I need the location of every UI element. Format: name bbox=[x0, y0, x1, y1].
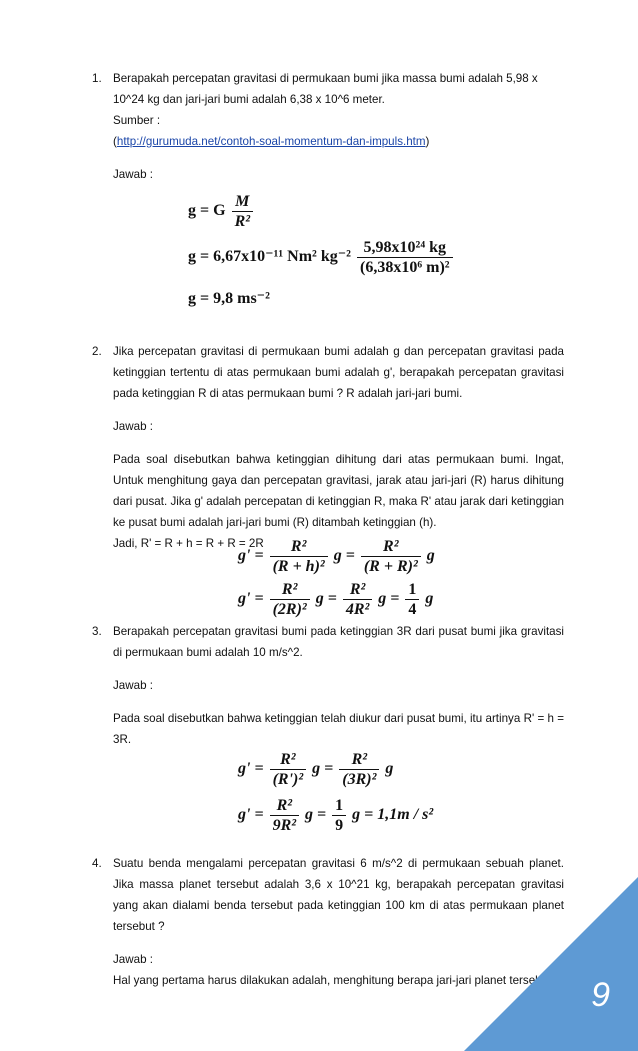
formula-line: g' = $\frac{\text{R²}}{\text{(2R)²}}$ g = $\frac{\text{R²}}{\text{4R²}}$ g = $\frac{1}{4}$ g bbox=[238, 581, 434, 618]
formula-line: g' = $\frac{\text{R²}}{\text{(R + h)²}}$ g = $\frac{\text{R²}}{\text{(R + R)²}}$ g bbox=[238, 538, 435, 575]
formula-line: g = 6,67x10⁻¹¹ Nm² kg⁻² $\frac{\text{5,98x10²⁴ kg}}{\text{(6,38x10⁶ m)²}}$ bbox=[188, 238, 455, 277]
answer-text: Hal yang pertama harus dilakukan adalah, menghitung berapa jari-jari planet tersebut. bbox=[113, 974, 555, 987]
source-label: Sumber : bbox=[113, 114, 161, 127]
item-number: 2. bbox=[92, 345, 102, 358]
question-text: Jika percepatan gravitasi di permukaan bumi adalah g dan percepatan gravitasi pada ketinggian tertentu di atas permukaan bumi adalah g', berapakah percepatan gravitasi pada ketinggian R di atas permukaan bumi ? R adalah jari-jari bumi. bbox=[113, 345, 564, 400]
answer-text: Pada soal disebutkan bahwa ketinggian dihitung dari atas permukaan bumi. Ingat, Untuk menghitung gaya dan percepatan gravitasi, jarak atau jari-jari (R) harus dihitung dari pusat. Jika g' adalah percepatan di ketinggian R, maka R' atau jarak dari ketinggian ke pusat bumi adalah jari-jari bumi (R) ditambah ketinggian (h). bbox=[113, 453, 564, 529]
question-text-line2: 10^24 kg dan jari-jari bumi adalah 6,38 x 10^6 meter. bbox=[113, 93, 385, 106]
formula-line: g' = $\frac{\text{R²}}{\text{(R')²}}$ g = $\frac{\text{R²}}{\text{(3R)²}}$ g bbox=[238, 751, 394, 788]
question-text: Suatu benda mengalami percepatan gravitasi 6 m/s^2 di permukaan sebuah planet. Jika massa planet tersebut adalah 3,6 x 10^21 kg, berapakah percepatan gravitasi yang akan dialami benda tersebut pada ketinggian 100 km di atas permukaan planet tersebut ? bbox=[113, 857, 564, 933]
item-number: 4. bbox=[92, 857, 102, 870]
answer-label: Jawab : bbox=[113, 953, 153, 966]
answer-label: Jawab : bbox=[113, 168, 153, 181]
formula-line: g = G $\frac{M}{\text{R²}}$ bbox=[188, 192, 255, 231]
question-item-1 bbox=[92, 68, 564, 185]
formula-line: g = 9,8 ms⁻² bbox=[188, 290, 270, 307]
question-text-line1: Berapakah percepatan gravitasi di permukaan bumi jika massa bumi adalah 5,98 x bbox=[113, 72, 538, 85]
question-item-3 bbox=[92, 621, 564, 750]
answer-label: Jawab : bbox=[113, 679, 153, 692]
question-item-2 bbox=[92, 341, 564, 554]
page-number: 9 bbox=[591, 976, 610, 1014]
answer-text-2: Jadi, R' = R + h = R + R = 2R bbox=[113, 537, 264, 550]
answer-text: Pada soal disebutkan bahwa ketinggian telah diukur dari pusat bumi, itu artinya R' = h = 3R. bbox=[113, 712, 564, 746]
question-text: Berapakah percepatan gravitasi bumi pada ketinggian 3R dari pusat bumi jika gravitasi di permukaan bumi adalah 10 m/s^2. bbox=[113, 625, 564, 659]
source-citation: (http://gurumuda.net/contoh-soal-momentum-dan-impuls.htm) bbox=[113, 135, 430, 148]
answer-label: Jawab : bbox=[113, 420, 153, 433]
page-corner-triangle bbox=[464, 877, 638, 1051]
source-link[interactable]: http://gurumuda.net/contoh-soal-momentum-dan-impuls.htm bbox=[116, 135, 426, 148]
item-number: 1. bbox=[92, 72, 102, 85]
formula-line: g' = $\frac{\text{R²}}{\text{9R²}}$ g = $\frac{1}{9}$ g = 1,1m / s² bbox=[238, 797, 434, 834]
item-number: 3. bbox=[92, 625, 102, 638]
